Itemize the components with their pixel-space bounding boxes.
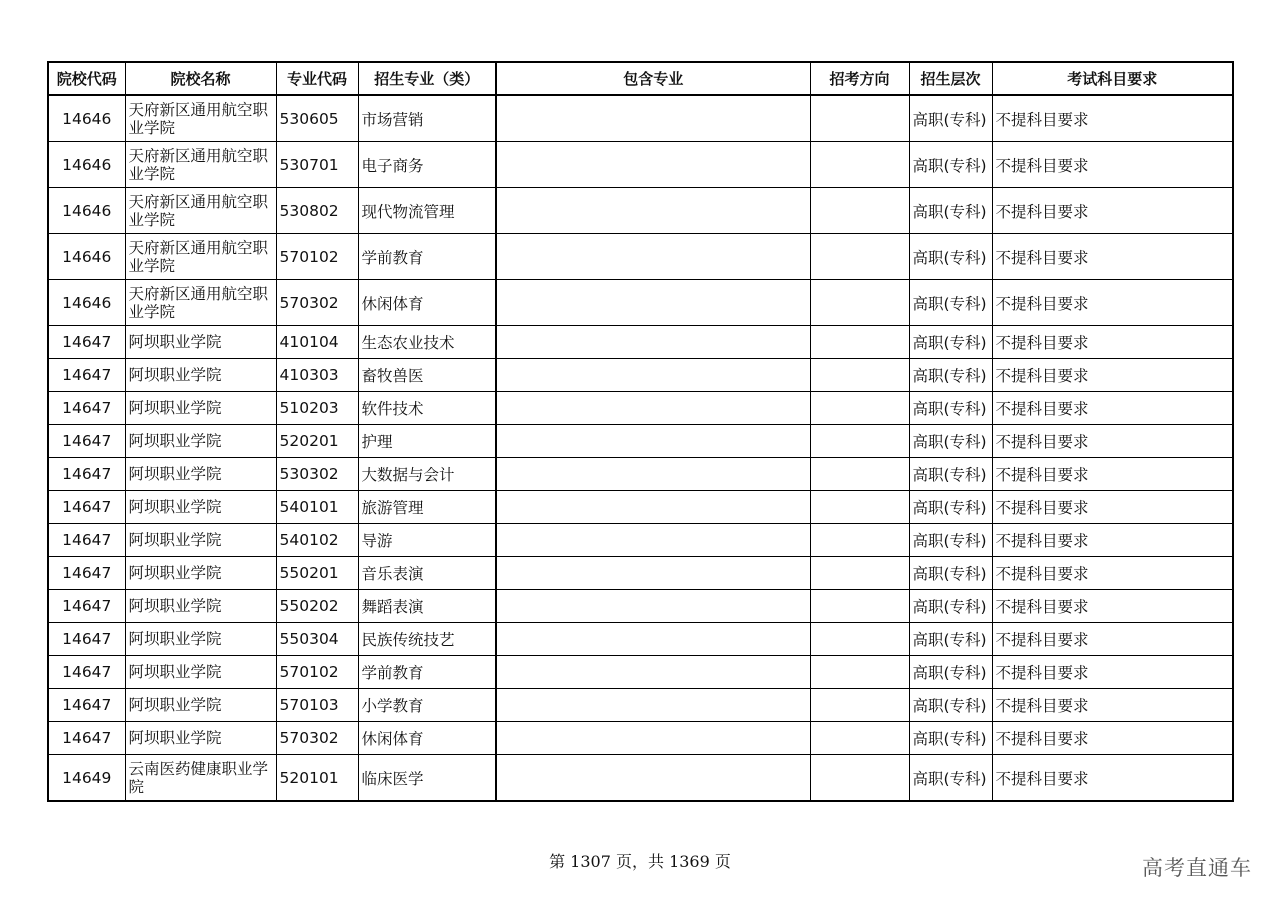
table-row [48,326,1233,359]
cell-major: 导游 [358,524,496,557]
cell-direction [810,95,909,142]
cell-major: 护理 [358,425,496,458]
cell-major: 学前教育 [358,656,496,689]
cell-direction [810,722,909,755]
cell-direction [810,458,909,491]
cell-requirement: 不提科目要求 [992,458,1233,491]
cell-level: 高职(专科) [909,359,992,392]
cell-included-majors [496,326,810,359]
cell-included-majors [496,392,810,425]
cell-direction [810,188,909,234]
cell-direction [810,623,909,656]
cell-direction [810,557,909,590]
cell-school-name: 阿坝职业学院 [125,623,276,656]
cell-school-name: 阿坝职业学院 [125,359,276,392]
cell-major: 生态农业技术 [358,326,496,359]
cell-requirement: 不提科目要求 [992,188,1233,234]
cell-direction [810,280,909,326]
cell-level: 高职(专科) [909,188,992,234]
cell-direction [810,491,909,524]
cell-requirement: 不提科目要求 [992,326,1233,359]
table-row [48,623,1233,656]
cell-school-code: 14646 [48,234,125,280]
cell-requirement: 不提科目要求 [992,95,1233,142]
cell-included-majors [496,689,810,722]
cell-included-majors [496,188,810,234]
cell-major-code: 530302 [276,458,358,491]
table-row [48,722,1233,755]
col-header-school-code: 院校代码 [48,62,125,95]
cell-school-name: 阿坝职业学院 [125,656,276,689]
cell-major-code: 570102 [276,656,358,689]
cell-level: 高职(专科) [909,425,992,458]
cell-major: 舞蹈表演 [358,590,496,623]
cell-requirement: 不提科目要求 [992,755,1233,802]
cell-school-code: 14647 [48,590,125,623]
cell-level: 高职(专科) [909,95,992,142]
cell-major-code: 540102 [276,524,358,557]
cell-included-majors [496,524,810,557]
cell-school-name: 阿坝职业学院 [125,689,276,722]
cell-major-code: 530802 [276,188,358,234]
cell-included-majors [496,458,810,491]
cell-requirement: 不提科目要求 [992,689,1233,722]
cell-included-majors [496,280,810,326]
cell-direction [810,234,909,280]
cell-included-majors [496,425,810,458]
cell-included-majors [496,234,810,280]
cell-school-code: 14647 [48,623,125,656]
cell-school-code: 14647 [48,425,125,458]
table-row [48,359,1233,392]
cell-requirement: 不提科目要求 [992,557,1233,590]
cell-requirement: 不提科目要求 [992,359,1233,392]
cell-level: 高职(专科) [909,590,992,623]
cell-included-majors [496,623,810,656]
cell-included-majors [496,656,810,689]
cell-school-name: 云南医药健康职业学院 [125,755,276,802]
col-header-included-majors: 包含专业 [496,62,810,95]
cell-school-code: 14646 [48,280,125,326]
cell-level: 高职(专科) [909,524,992,557]
table-row [48,524,1233,557]
table-row [48,280,1233,326]
table-row [48,392,1233,425]
cell-direction [810,590,909,623]
cell-level: 高职(专科) [909,491,992,524]
table-row [48,458,1233,491]
cell-requirement: 不提科目要求 [992,425,1233,458]
cell-level: 高职(专科) [909,326,992,359]
cell-major-code: 550304 [276,623,358,656]
cell-major: 学前教育 [358,234,496,280]
cell-direction [810,524,909,557]
cell-direction [810,656,909,689]
table-row [48,425,1233,458]
col-header-major-code: 专业代码 [276,62,358,95]
cell-school-name: 阿坝职业学院 [125,326,276,359]
cell-school-name: 阿坝职业学院 [125,557,276,590]
cell-included-majors [496,142,810,188]
cell-major-code: 570102 [276,234,358,280]
cell-major-code: 570103 [276,689,358,722]
cell-school-code: 14646 [48,95,125,142]
cell-direction [810,359,909,392]
cell-school-code: 14647 [48,392,125,425]
cell-requirement: 不提科目要求 [992,491,1233,524]
cell-major: 音乐表演 [358,557,496,590]
cell-included-majors [496,491,810,524]
cell-level: 高职(专科) [909,722,992,755]
cell-school-name: 天府新区通用航空职业学院 [125,188,276,234]
cell-school-code: 14646 [48,142,125,188]
cell-requirement: 不提科目要求 [992,392,1233,425]
cell-school-code: 14647 [48,359,125,392]
cell-major-code: 530701 [276,142,358,188]
cell-level: 高职(专科) [909,755,992,802]
cell-school-code: 14647 [48,557,125,590]
cell-requirement: 不提科目要求 [992,524,1233,557]
cell-major-code: 410303 [276,359,358,392]
cell-requirement: 不提科目要求 [992,234,1233,280]
cell-major-code: 510203 [276,392,358,425]
cell-direction [810,425,909,458]
cell-included-majors [496,755,810,802]
cell-major: 软件技术 [358,392,496,425]
table-row [48,755,1233,802]
cell-school-name: 天府新区通用航空职业学院 [125,142,276,188]
cell-school-name: 阿坝职业学院 [125,722,276,755]
cell-included-majors [496,359,810,392]
cell-included-majors [496,722,810,755]
cell-major-code: 410104 [276,326,358,359]
table-header-row [48,62,1233,95]
cell-requirement: 不提科目要求 [992,722,1233,755]
cell-major: 现代物流管理 [358,188,496,234]
cell-school-name: 阿坝职业学院 [125,590,276,623]
cell-major: 民族传统技艺 [358,623,496,656]
cell-school-name: 阿坝职业学院 [125,425,276,458]
table-row [48,656,1233,689]
cell-school-code: 14647 [48,524,125,557]
cell-school-code: 14647 [48,689,125,722]
cell-major-code: 570302 [276,722,358,755]
cell-school-code: 14647 [48,656,125,689]
cell-school-code: 14647 [48,722,125,755]
admissions-table [47,61,1234,802]
cell-major-code: 520201 [276,425,358,458]
cell-school-name: 天府新区通用航空职业学院 [125,234,276,280]
cell-requirement: 不提科目要求 [992,656,1233,689]
col-header-direction: 招考方向 [810,62,909,95]
cell-school-name: 天府新区通用航空职业学院 [125,280,276,326]
cell-level: 高职(专科) [909,458,992,491]
cell-level: 高职(专科) [909,142,992,188]
cell-school-name: 阿坝职业学院 [125,458,276,491]
cell-requirement: 不提科目要求 [992,280,1233,326]
table-body [48,95,1233,801]
cell-major: 大数据与会计 [358,458,496,491]
cell-requirement: 不提科目要求 [992,142,1233,188]
table-row [48,689,1233,722]
cell-direction [810,142,909,188]
cell-major-code: 540101 [276,491,358,524]
col-header-school-name: 院校名称 [125,62,276,95]
cell-school-code: 14647 [48,458,125,491]
cell-level: 高职(专科) [909,656,992,689]
cell-school-code: 14649 [48,755,125,802]
cell-requirement: 不提科目要求 [992,590,1233,623]
col-header-requirement: 考试科目要求 [992,62,1233,95]
watermark-text: 高考直通车 [1142,856,1252,880]
table-row [48,188,1233,234]
cell-level: 高职(专科) [909,557,992,590]
cell-direction [810,326,909,359]
cell-included-majors [496,95,810,142]
cell-level: 高职(专科) [909,689,992,722]
cell-level: 高职(专科) [909,623,992,656]
col-header-level: 招生层次 [909,62,992,95]
cell-major: 休闲体育 [358,280,496,326]
cell-school-name: 天府新区通用航空职业学院 [125,95,276,142]
cell-major: 休闲体育 [358,722,496,755]
cell-school-name: 阿坝职业学院 [125,491,276,524]
cell-major-code: 550201 [276,557,358,590]
table-row [48,491,1233,524]
table-row [48,557,1233,590]
page-number: 第 1307 页，共 1369 页 [549,852,731,871]
cell-major-code: 530605 [276,95,358,142]
cell-major: 电子商务 [358,142,496,188]
cell-requirement: 不提科目要求 [992,623,1233,656]
cell-school-code: 14647 [48,326,125,359]
cell-major-code: 520101 [276,755,358,802]
table-row [48,142,1233,188]
cell-major-code: 550202 [276,590,358,623]
cell-school-name: 阿坝职业学院 [125,392,276,425]
cell-level: 高职(专科) [909,280,992,326]
cell-major: 市场营销 [358,95,496,142]
cell-school-name: 阿坝职业学院 [125,524,276,557]
cell-direction [810,755,909,802]
cell-major: 临床医学 [358,755,496,802]
cell-direction [810,689,909,722]
table-row [48,95,1233,142]
cell-included-majors [496,590,810,623]
cell-direction [810,392,909,425]
cell-included-majors [496,557,810,590]
table-row [48,234,1233,280]
cell-major: 小学教育 [358,689,496,722]
cell-level: 高职(专科) [909,392,992,425]
cell-major: 旅游管理 [358,491,496,524]
table-row [48,590,1233,623]
cell-school-code: 14646 [48,188,125,234]
cell-major-code: 570302 [276,280,358,326]
cell-major: 畜牧兽医 [358,359,496,392]
col-header-major: 招生专业（类） [358,62,496,95]
cell-level: 高职(专科) [909,234,992,280]
cell-school-code: 14647 [48,491,125,524]
